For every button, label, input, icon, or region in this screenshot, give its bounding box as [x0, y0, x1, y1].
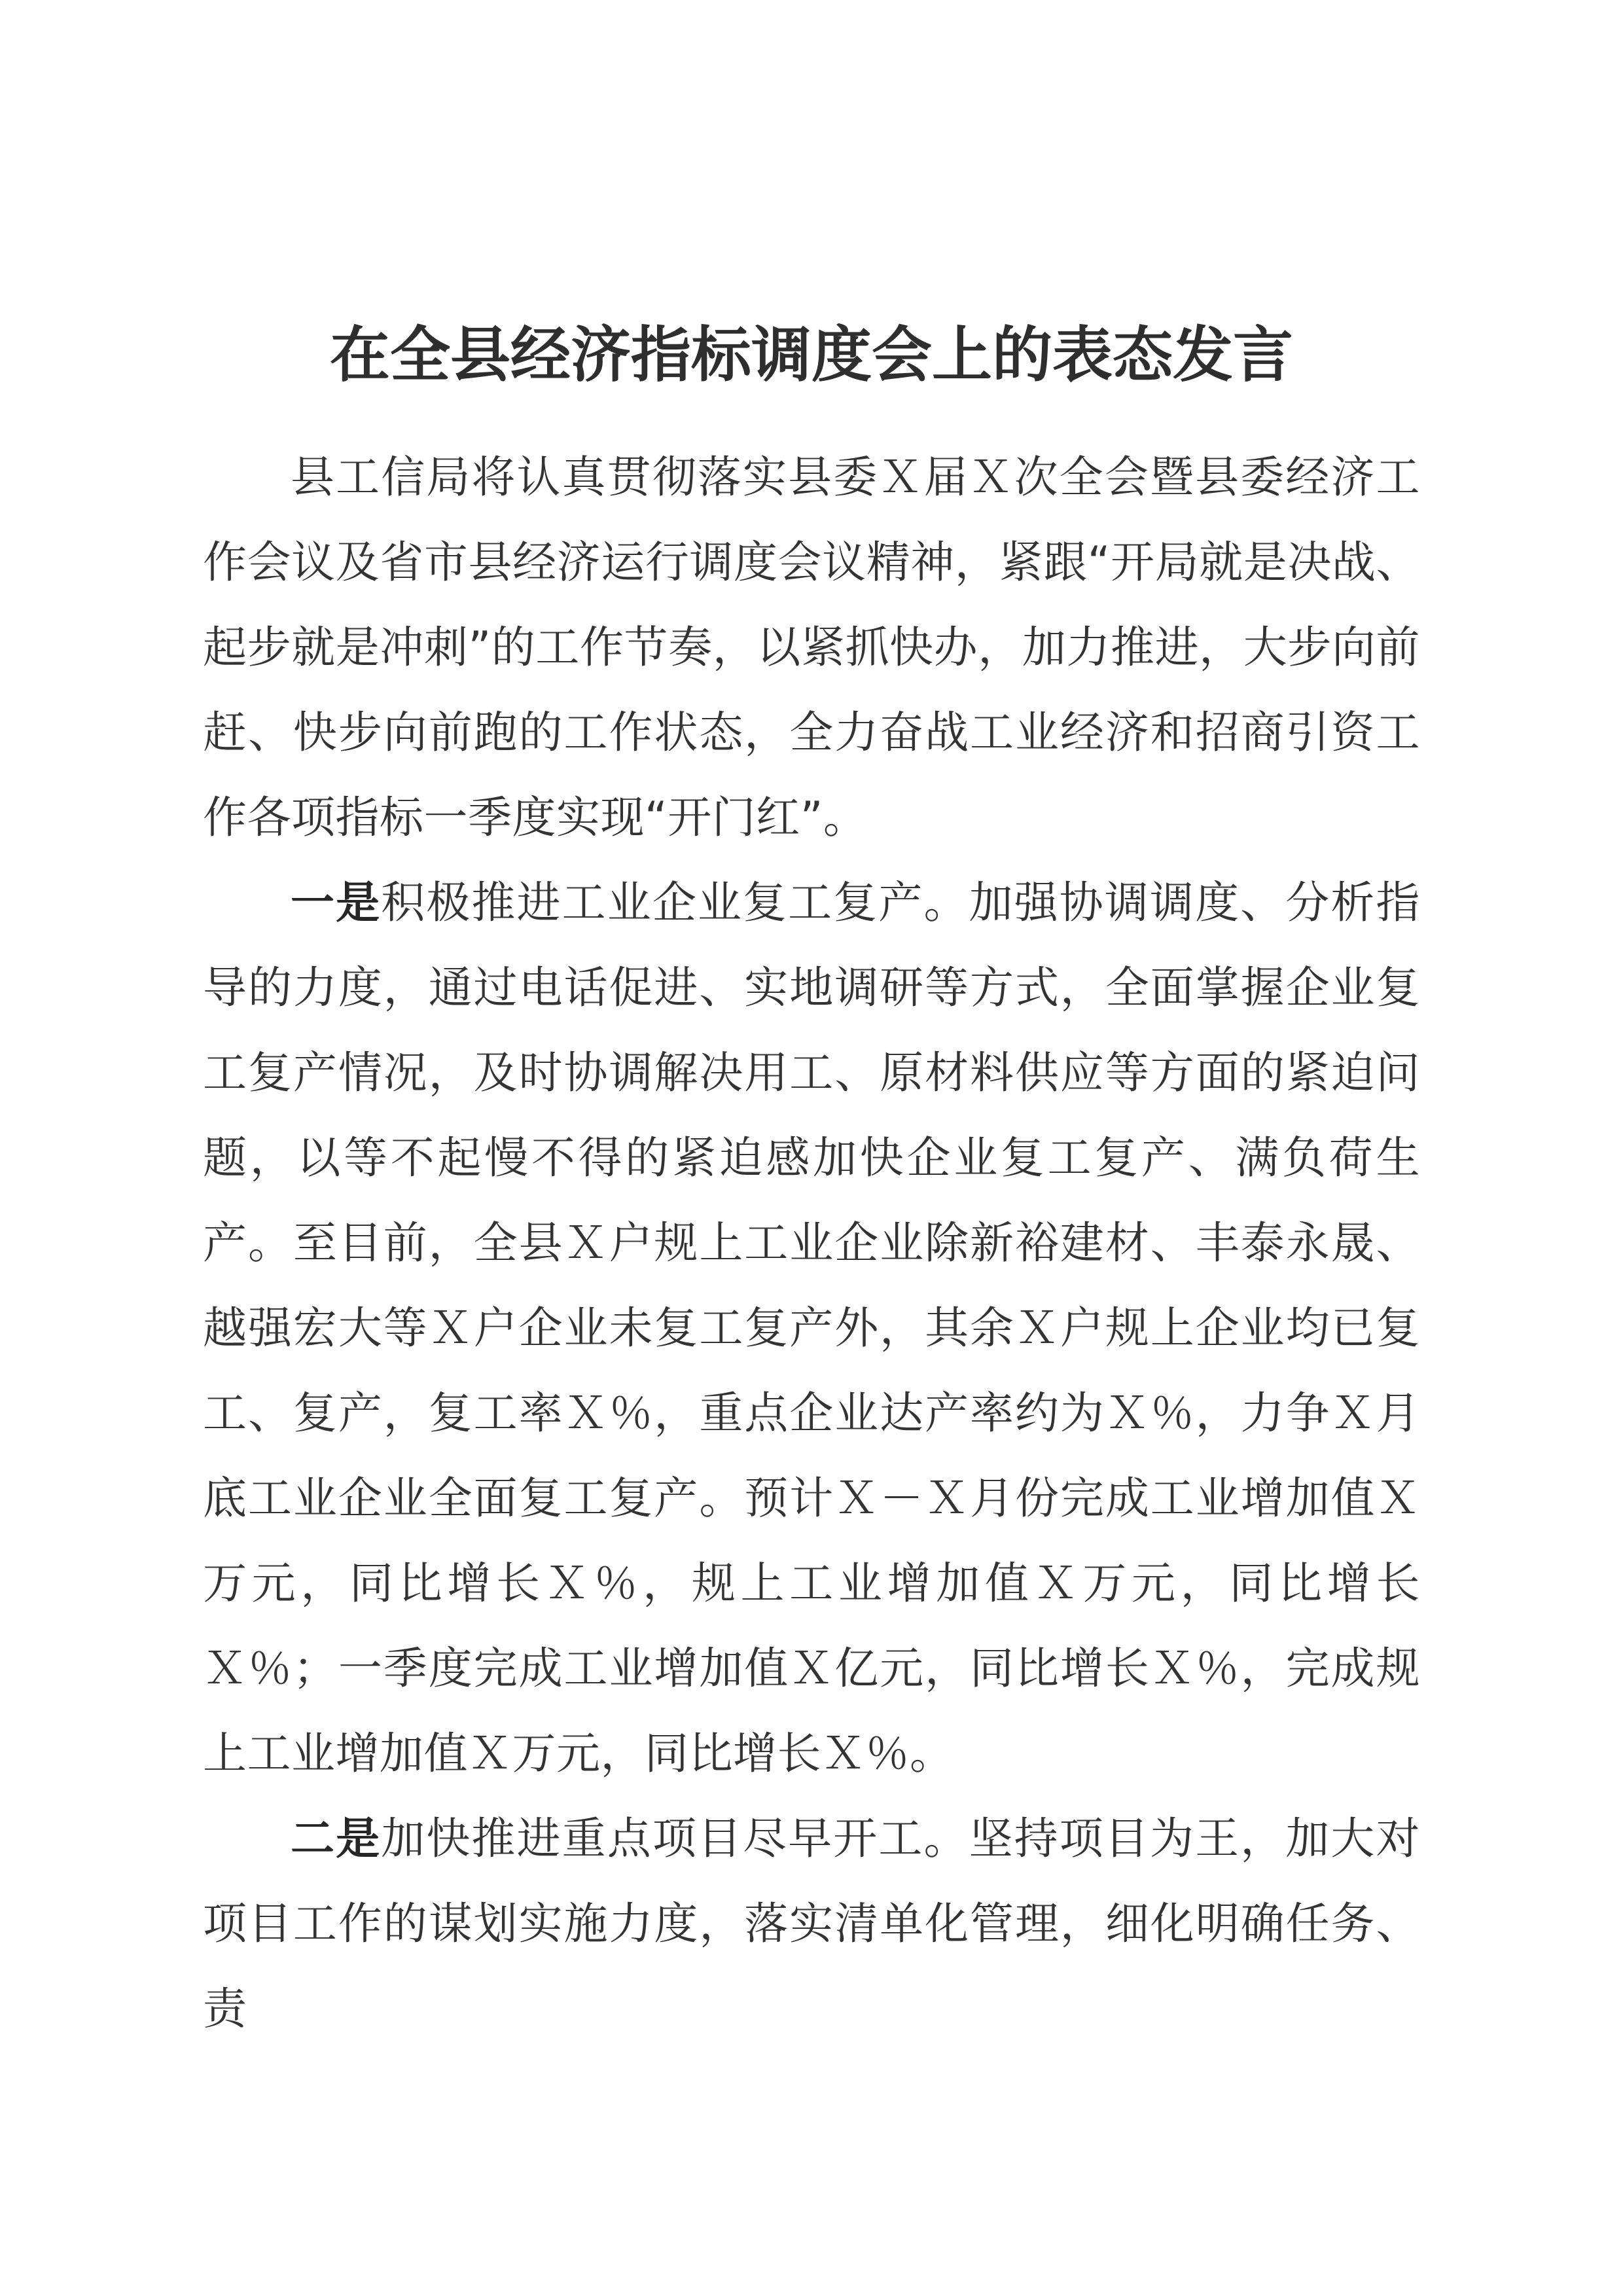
point-text-1: 积极推进工业企业复工复产。加强协调调度、分析指导的力度，通过电话促进、实地调研等方式，全面掌握企业复工复产情况，及时协调解决用工、原材料供应等方面的紧迫问题，以等不起慢不得的紧迫感加快企业复工复产、满负荷生产。至目前，全县Ｘ户规上工业企业除新裕建材、丰泰永晟、越强宏大等Ｘ户企业未复工复产外，其余Ｘ户规上企业均已复工、复产，复工率Ｘ％，重点企业达产率约为Ｘ％，力争Ｘ月底工业企业全面复工复产。预计Ｘ－Ｘ月份完成工业增加值Ｘ万元，同比增长Ｘ％，规上工业增加值Ｘ万元，同比增长Ｘ％；一季度完成工业增加值Ｘ亿元，同比增长Ｘ％，完成规上工业增加值Ｘ万元，同比增长Ｘ％。 [203, 877, 1421, 1779]
intro-paragraph: 县工信局将认真贯彻落实县委Ｘ届Ｘ次全会暨县委经济工作会议及省市县经济运行调度会议精神，紧跟“开局就是决战、起步就是冲刺”的工作节奏，以紧抓快办，加力推进，大步向前赶、快步向前跑的工作状态，全力奋战工业经济和招商引资工作各项指标一季度实现“开门红”。 [203, 452, 1420, 843]
point-paragraph-1 [203, 860, 1420, 1796]
document-body [203, 435, 1420, 2051]
document-title: 在全县经济指标调度会上的表态发言 [329, 320, 1293, 390]
point-text-2: 加快推进重点项目尽早开工。坚持项目为王，加大对项目工作的谋划实施力度，落实清单化管理，细化明确任务、责 [203, 1813, 1421, 2034]
point-paragraph-2 [203, 1796, 1420, 2051]
point-lead-1: 一是 [291, 877, 382, 928]
point-lead-2: 二是 [291, 1813, 382, 1864]
